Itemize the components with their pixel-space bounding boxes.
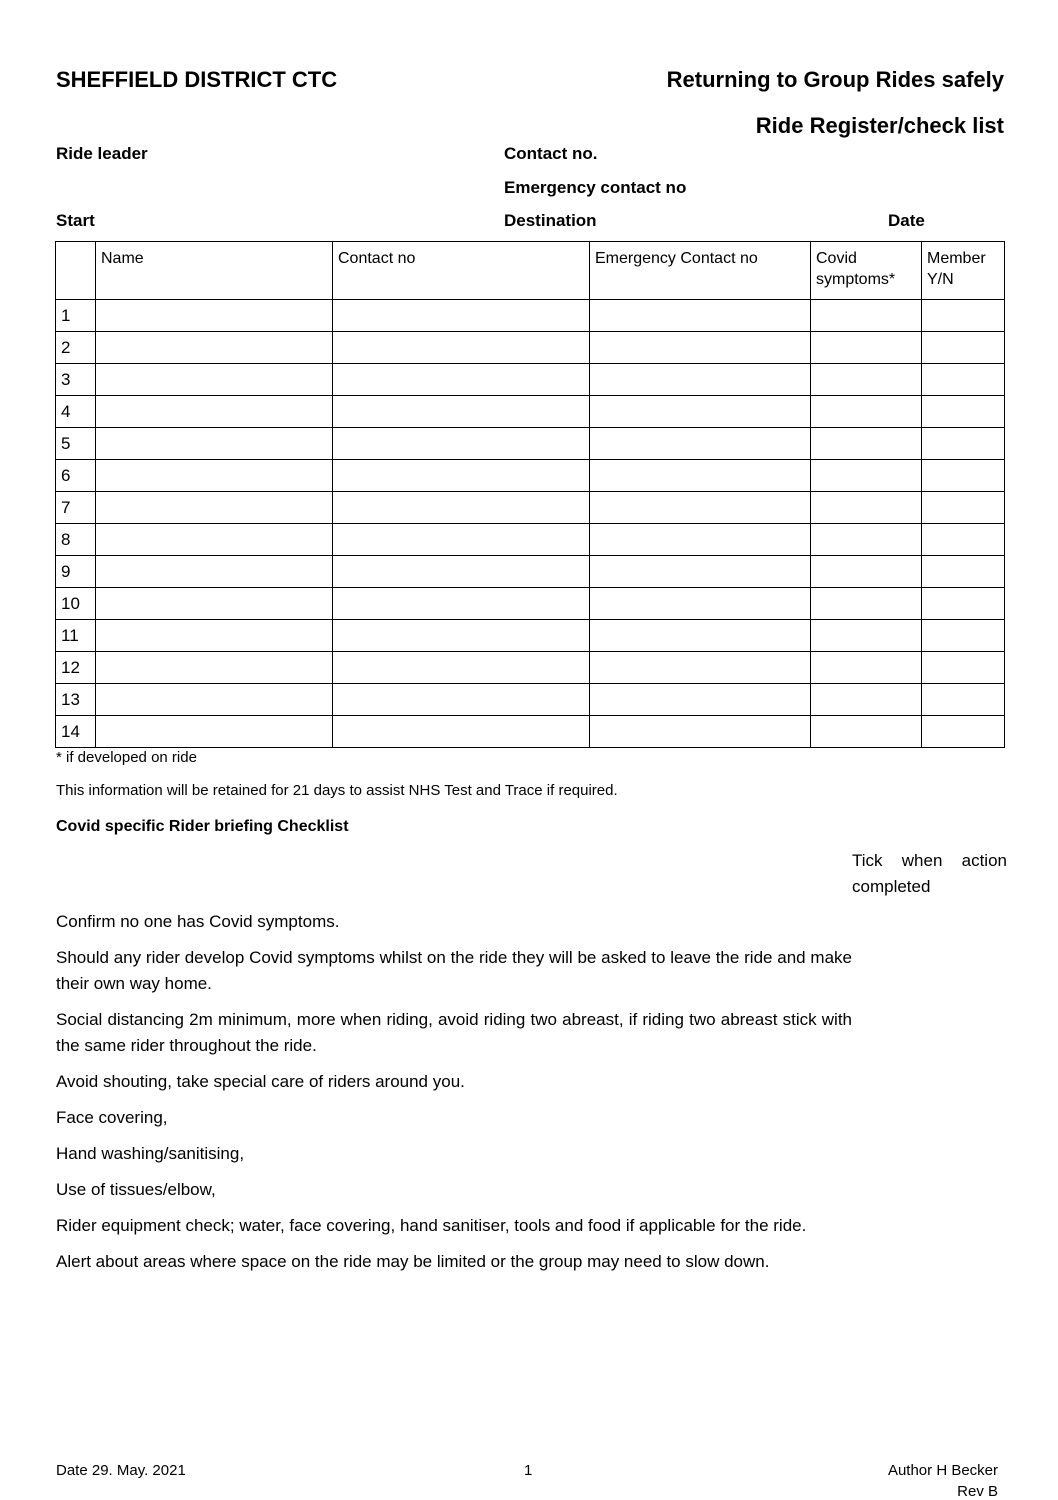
emergency-contact-cell[interactable] — [590, 332, 811, 364]
checklist-item: Confirm no one has Covid symptoms. — [56, 912, 340, 931]
contact-no-cell[interactable] — [333, 524, 590, 556]
table-row — [56, 332, 1005, 364]
contact-no-label: Contact no. — [504, 144, 598, 163]
row-number: 8 — [56, 524, 96, 556]
emergency-contact-cell[interactable] — [590, 300, 811, 332]
checklist-item: Use of tissues/elbow, — [56, 1180, 216, 1199]
emergency-contact-cell[interactable] — [590, 396, 811, 428]
row-number: 10 — [56, 588, 96, 620]
contact-no-cell[interactable] — [333, 332, 590, 364]
contact-no-cell[interactable] — [333, 620, 590, 652]
contact-no-cell[interactable] — [333, 300, 590, 332]
emergency-contact-cell[interactable] — [590, 652, 811, 684]
contact-no-cell[interactable] — [333, 684, 590, 716]
page-title: Returning to Group Rides safely — [666, 67, 1004, 92]
table-row — [56, 364, 1005, 396]
row-number: 11 — [56, 620, 96, 652]
start-label: Start — [56, 211, 95, 230]
checklist-item: Hand washing/sanitising, — [56, 1144, 245, 1163]
contact-no-cell[interactable] — [333, 364, 590, 396]
member-cell[interactable] — [922, 556, 1005, 588]
contact-no-cell[interactable] — [333, 716, 590, 748]
table-row — [56, 684, 1005, 716]
org-name: SHEFFIELD DISTRICT CTC — [56, 67, 338, 92]
checklist-item: Alert about areas where space on the ride may be limited or the group may need to slow down. — [56, 1252, 770, 1271]
checklist-item: Rider equipment check; water, face covering, hand sanitiser, tools and food if applicable for the ride. — [56, 1216, 807, 1235]
table-row — [56, 396, 1005, 428]
member-cell[interactable] — [922, 460, 1005, 492]
name-cell[interactable] — [96, 524, 333, 556]
covid-symptoms-cell[interactable] — [811, 716, 922, 748]
name-cell[interactable] — [96, 716, 333, 748]
footnote: * if developed on ride — [56, 749, 197, 766]
name-cell[interactable] — [96, 364, 333, 396]
header-emergency-contact: Emergency Contact no — [590, 242, 811, 300]
member-cell[interactable] — [922, 652, 1005, 684]
covid-symptoms-cell[interactable] — [811, 524, 922, 556]
table-row — [56, 300, 1005, 332]
footer-date: Date 29. May. 2021 — [56, 1462, 186, 1479]
row-number: 6 — [56, 460, 96, 492]
emergency-contact-cell[interactable] — [590, 364, 811, 396]
row-number: 7 — [56, 492, 96, 524]
row-number: 9 — [56, 556, 96, 588]
name-cell[interactable] — [96, 300, 333, 332]
row-number: 5 — [56, 428, 96, 460]
member-cell[interactable] — [922, 364, 1005, 396]
name-cell[interactable] — [96, 652, 333, 684]
checklist-items — [56, 909, 852, 1285]
member-cell[interactable] — [922, 332, 1005, 364]
member-cell[interactable] — [922, 716, 1005, 748]
header-member: Member Y/N — [922, 242, 1005, 300]
table-row — [56, 652, 1005, 684]
footer-revision: Rev B — [957, 1483, 998, 1500]
checklist-item: Avoid shouting, take special care of riders around you. — [56, 1072, 465, 1091]
row-number: 13 — [56, 684, 96, 716]
contact-no-cell[interactable] — [333, 556, 590, 588]
name-cell[interactable] — [96, 684, 333, 716]
emergency-contact-cell[interactable] — [590, 588, 811, 620]
emergency-contact-cell[interactable] — [590, 428, 811, 460]
emergency-contact-cell[interactable] — [590, 524, 811, 556]
covid-symptoms-cell[interactable] — [811, 460, 922, 492]
member-cell[interactable] — [922, 492, 1005, 524]
row-number: 4 — [56, 396, 96, 428]
emergency-contact-cell[interactable] — [590, 684, 811, 716]
table-row — [56, 716, 1005, 748]
contact-no-cell[interactable] — [333, 588, 590, 620]
tick-label: Tick when action completed — [852, 851, 1007, 896]
checklist-item: Social distancing 2m minimum, more when riding, avoid riding two abreast, if riding two abreast stick with the same rider throughout the ride. — [56, 1010, 852, 1055]
header-name: Name — [96, 242, 333, 300]
header-index — [56, 242, 96, 300]
member-cell[interactable] — [922, 588, 1005, 620]
covid-symptoms-cell[interactable] — [811, 556, 922, 588]
covid-symptoms-cell[interactable] — [811, 652, 922, 684]
table-row — [56, 460, 1005, 492]
page-number: 1 — [524, 1462, 533, 1479]
name-cell[interactable] — [96, 332, 333, 364]
covid-symptoms-cell[interactable] — [811, 332, 922, 364]
covid-symptoms-cell[interactable] — [811, 364, 922, 396]
name-cell[interactable] — [96, 428, 333, 460]
emergency-contact-cell[interactable] — [590, 620, 811, 652]
checklist-title: Covid specific Rider briefing Checklist — [56, 818, 349, 835]
name-cell[interactable] — [96, 588, 333, 620]
member-cell[interactable] — [922, 300, 1005, 332]
row-number: 14 — [56, 716, 96, 748]
row-number: 3 — [56, 364, 96, 396]
covid-symptoms-cell[interactable] — [811, 492, 922, 524]
name-cell[interactable] — [96, 396, 333, 428]
covid-symptoms-cell[interactable] — [811, 396, 922, 428]
contact-no-cell[interactable] — [333, 428, 590, 460]
table-row — [56, 524, 1005, 556]
table-row — [56, 492, 1005, 524]
checklist-item: Should any rider develop Covid symptoms whilst on the ride they will be asked to leave the ride and make their own way home. — [56, 948, 852, 993]
header-contact-no: Contact no — [333, 242, 590, 300]
retention-note: This information will be retained for 21 days to assist NHS Test and Trace if required. — [56, 782, 618, 799]
table-row — [56, 620, 1005, 652]
table-row — [56, 428, 1005, 460]
member-cell[interactable] — [922, 396, 1005, 428]
name-cell[interactable] — [96, 556, 333, 588]
covid-symptoms-cell[interactable] — [811, 588, 922, 620]
name-cell[interactable] — [96, 460, 333, 492]
member-cell[interactable] — [922, 684, 1005, 716]
contact-no-cell[interactable] — [333, 652, 590, 684]
member-cell[interactable] — [922, 524, 1005, 556]
covid-symptoms-cell[interactable] — [811, 300, 922, 332]
table-row — [56, 556, 1005, 588]
name-cell[interactable] — [96, 620, 333, 652]
name-cell[interactable] — [96, 492, 333, 524]
checklist-item: Face covering, — [56, 1108, 168, 1127]
emergency-contact-cell[interactable] — [590, 716, 811, 748]
row-number: 1 — [56, 300, 96, 332]
page-subtitle: Ride Register/check list — [755, 113, 1004, 138]
member-cell[interactable] — [922, 428, 1005, 460]
contact-no-cell[interactable] — [333, 492, 590, 524]
emergency-contact-cell[interactable] — [590, 460, 811, 492]
contact-no-cell[interactable] — [333, 396, 590, 428]
ride-leader-label: Ride leader — [56, 144, 148, 163]
footer-author: Author H Becker — [887, 1462, 998, 1479]
emergency-contact-cell[interactable] — [590, 492, 811, 524]
ride-register-table — [55, 241, 1005, 748]
date-label: Date — [888, 211, 925, 230]
row-number: 2 — [56, 332, 96, 364]
covid-symptoms-cell[interactable] — [811, 684, 922, 716]
row-number: 12 — [56, 652, 96, 684]
covid-symptoms-cell[interactable] — [811, 620, 922, 652]
emergency-contact-label: Emergency contact no — [504, 178, 687, 197]
header-covid-symptoms: Covid symptoms* — [811, 242, 922, 300]
contact-no-cell[interactable] — [333, 460, 590, 492]
emergency-contact-cell[interactable] — [590, 556, 811, 588]
destination-label: Destination — [504, 211, 597, 230]
table-row — [56, 588, 1005, 620]
member-cell[interactable] — [922, 620, 1005, 652]
table-header-row — [56, 242, 1005, 300]
covid-symptoms-cell[interactable] — [811, 428, 922, 460]
